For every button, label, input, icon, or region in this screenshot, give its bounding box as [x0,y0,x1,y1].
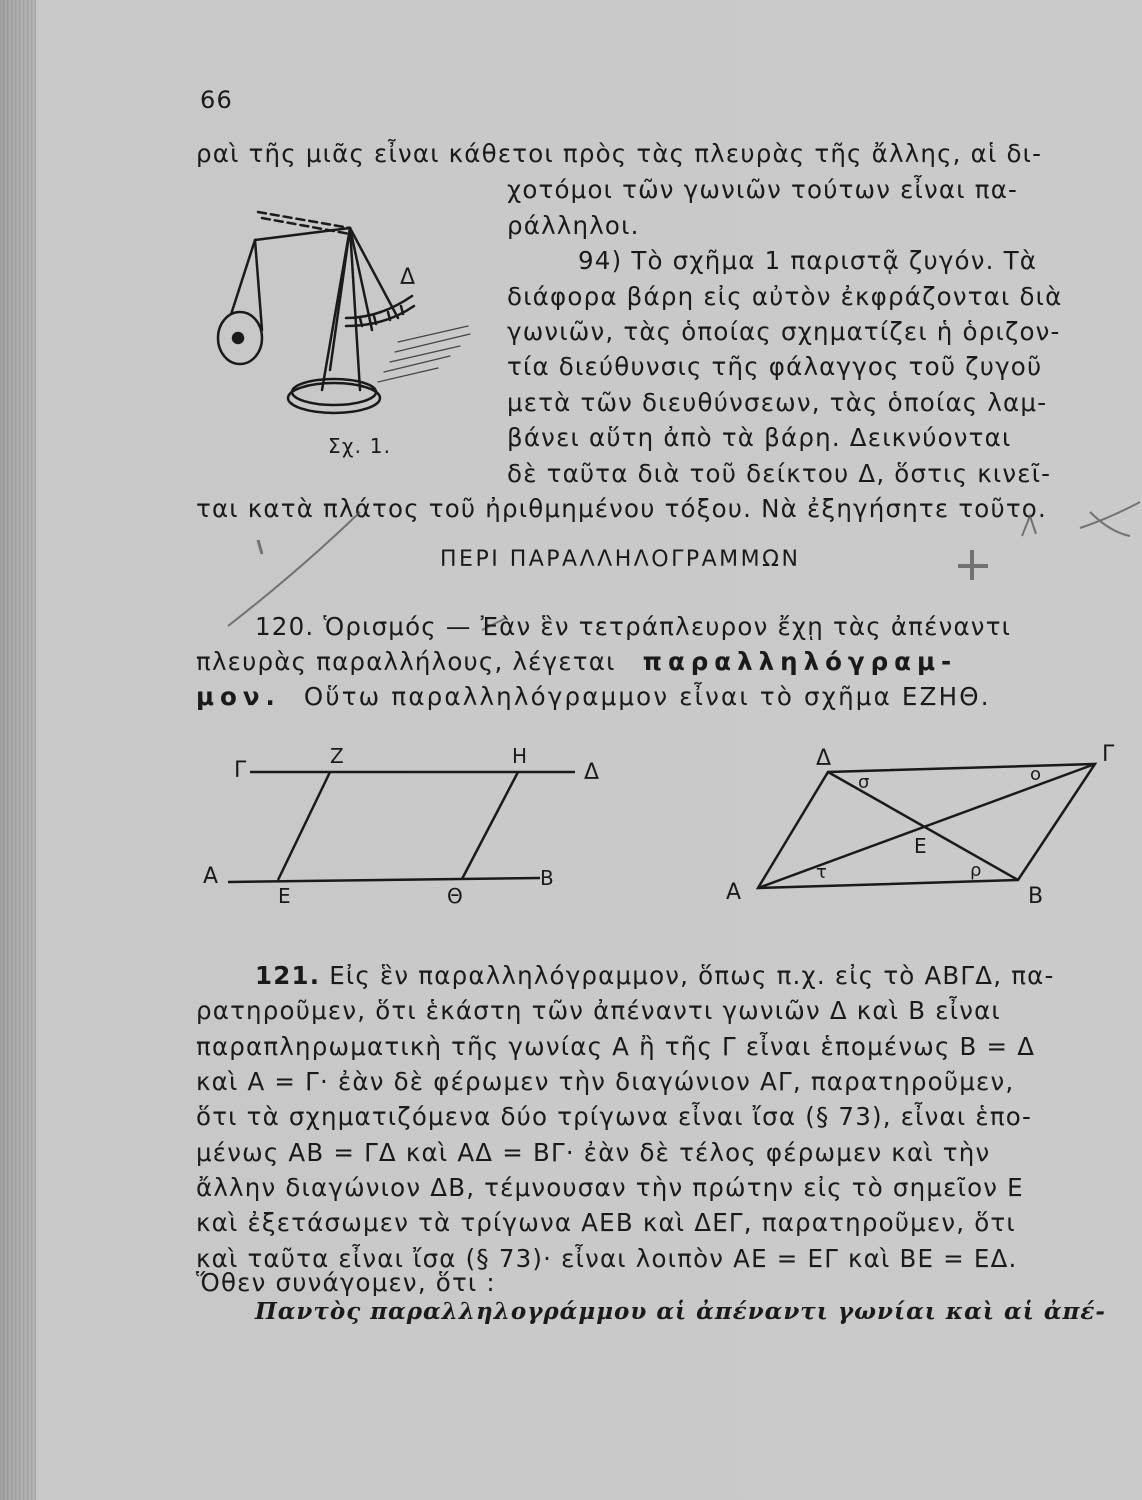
paragraph-121-number: 121. [255,961,321,990]
top-paragraph-line-3: ράλληλοι. [507,211,640,240]
page-number: 66 [200,86,233,114]
top-paragraph-line-2: χοτόμοι τῶν γωνιῶν τούτων εἶναι πα- [507,175,1019,204]
right-figure-label-omicron: ο [1030,764,1043,785]
exercise-94-line-1: 94) Τὸ σχῆμα 1 παριστᾷ ζυγόν. Τὰ [578,246,1038,275]
paragraph-121-line-1 [255,961,1055,990]
right-figure-label-sigma: σ [858,772,871,793]
left-figure-label-G: Γ [234,758,248,783]
paragraph-121-conclusion: Παντὸς παραλληλογράμμου αἱ ἀπέναντι γωνίαι καὶ αἱ ἀπέ- [255,1298,1106,1325]
top-paragraph-line-1: ραὶ τῆς μιᾶς εἶναι κάθετοι πρὸς τὰς πλευρὰς τῆς ἄλλης, αἱ δι- [196,139,1043,168]
right-figure-label-G: Γ [1102,742,1116,767]
figure-1-caption: Σχ. 1. [328,434,392,458]
exercise-94-line-5: μετὰ τῶν διευθύνσεων, τὰς ὁποίας λαμ- [507,388,1048,417]
left-figure-label-B: B [540,866,555,890]
right-figure-label-E: Ε [914,834,928,858]
paragraph-121-line-9: καὶ ταῦτα εἶναι ἴσα (§ 73)· εἶναι λοιπὸν ΑΕ = ΕΓ καὶ ΒΕ = ΕΔ. [196,1244,1018,1273]
paragraph-121-line-5: ὅτι τὰ σχηματιζόμενα δύο τρίγωνα εἶναι ἴσα (§ 73), εἶναι ἑπο- [196,1102,1033,1131]
definition-120-title: Ὁρισμός — [323,612,472,641]
definition-120-line-2 [196,647,957,676]
exercise-94-line-4: τία διεύθυνσις τῆς φάλαγγος τοῦ ζυγοῦ [507,352,1043,381]
paragraph-121-line-4: καὶ Α = Γ· ἐὰν δὲ φέρωμεν τὴν διαγώνιον ΑΓ, παρατηροῦμεν, [196,1067,1015,1096]
paragraph-121-line-2: ρατηροῦμεν, ὅτι ἑκάστη τῶν ἀπέναντι γωνιῶν Δ καὶ Β εἶναι [196,996,1001,1025]
paragraph-121-line-1-text: Εἰς ἓν παραλληλόγραμμον, ὅπως π.χ. εἰς τὸ ΑΒΓΔ, πα- [329,961,1055,990]
exercise-94-line-6: βάνει αὕτη ἀπὸ τὰ βάρη. Δεικνύονται [507,423,1012,452]
left-figure-label-Z: Z [330,744,345,768]
left-figure-label-D: Δ [584,760,601,785]
left-figure-label-Theta: Θ [447,884,464,908]
paragraph-121-line-7: ἄλλην διαγώνιον ΔΒ, τέμνουσαν τὴν πρώτην εἰς τὸ σημεῖον Ε [196,1173,1024,1202]
definition-120-line-1 [255,612,1011,641]
exercise-94-line-2: διάφορα βάρη εἰς αὐτὸν ἐκφράζονται διὰ [507,282,1063,311]
right-figure-label-B: B [1028,884,1045,909]
section-heading: ΠΕΡΙ ΠΑΡΑΛΛΗΛΟΓΡΑΜΜΩΝ [440,547,801,572]
definition-120-text: Ἐὰν ἓν τετράπλευρον ἔχῃ τὰς ἀπέναντι [480,612,1012,641]
paragraph-121-line-3: παραπληρωματικὴ τῆς γωνίας Α ἢ τῆς Γ εἶναι ἑπομένως Β = Δ [196,1032,1036,1061]
paragraph-121-line-10: Ὅθεν συνάγομεν, ὅτι : [196,1268,496,1297]
paragraph-121-line-8: καὶ ἐξετάσωμεν τὰ τρίγωνα ΑΕΒ καὶ ΔΕΓ, παρατηροῦμεν, ὅτι [196,1208,1016,1237]
definition-120-line-3 [196,682,991,711]
definition-120-term: παραλληλόγραμ- [642,647,958,676]
paragraph-121-line-6: μένως ΑΒ = ΓΔ καὶ ΑΔ = ΒΓ· ἐὰν δὲ τέλος φέρωμεν καὶ τὴν [196,1138,991,1167]
definition-120-line-2-text: πλευρὰς παραλλήλους, λέγεται [196,647,616,676]
definition-120-term-end: μον. [196,682,281,711]
left-figure-label-A: A [203,864,220,889]
right-figure-label-D: Δ [816,746,833,771]
exercise-94-line-7: δὲ ταῦτα διὰ τοῦ δείκτου Δ, ὅστις κινεῖ- [507,459,1052,488]
left-figure-label-H: H [512,744,529,768]
figure-1-delta-label: Δ [400,265,416,290]
exercise-94-line-8: ται κατὰ πλάτος τοῦ ἠριθμημένου τόξου. Νὰ ἐξηγήσητε τοῦτο. [196,494,1047,523]
left-figure-label-E: Ε [278,884,292,908]
right-figure-label-A: A [726,880,743,905]
book-spine-edge [0,0,36,1500]
right-figure-label-rho: ρ [970,860,983,881]
definition-120-line-3-text: Οὕτω παραλληλόγραμμον εἶναι τὸ σχῆμα ΕΖΗΘ. [303,682,991,711]
right-figure-label-tau: τ [816,862,829,883]
exercise-94-line-3: γωνιῶν, τὰς ὁποίας σχηματίζει ἡ ὁριζον- [507,317,1061,346]
definition-120-number: 120. [255,612,315,641]
